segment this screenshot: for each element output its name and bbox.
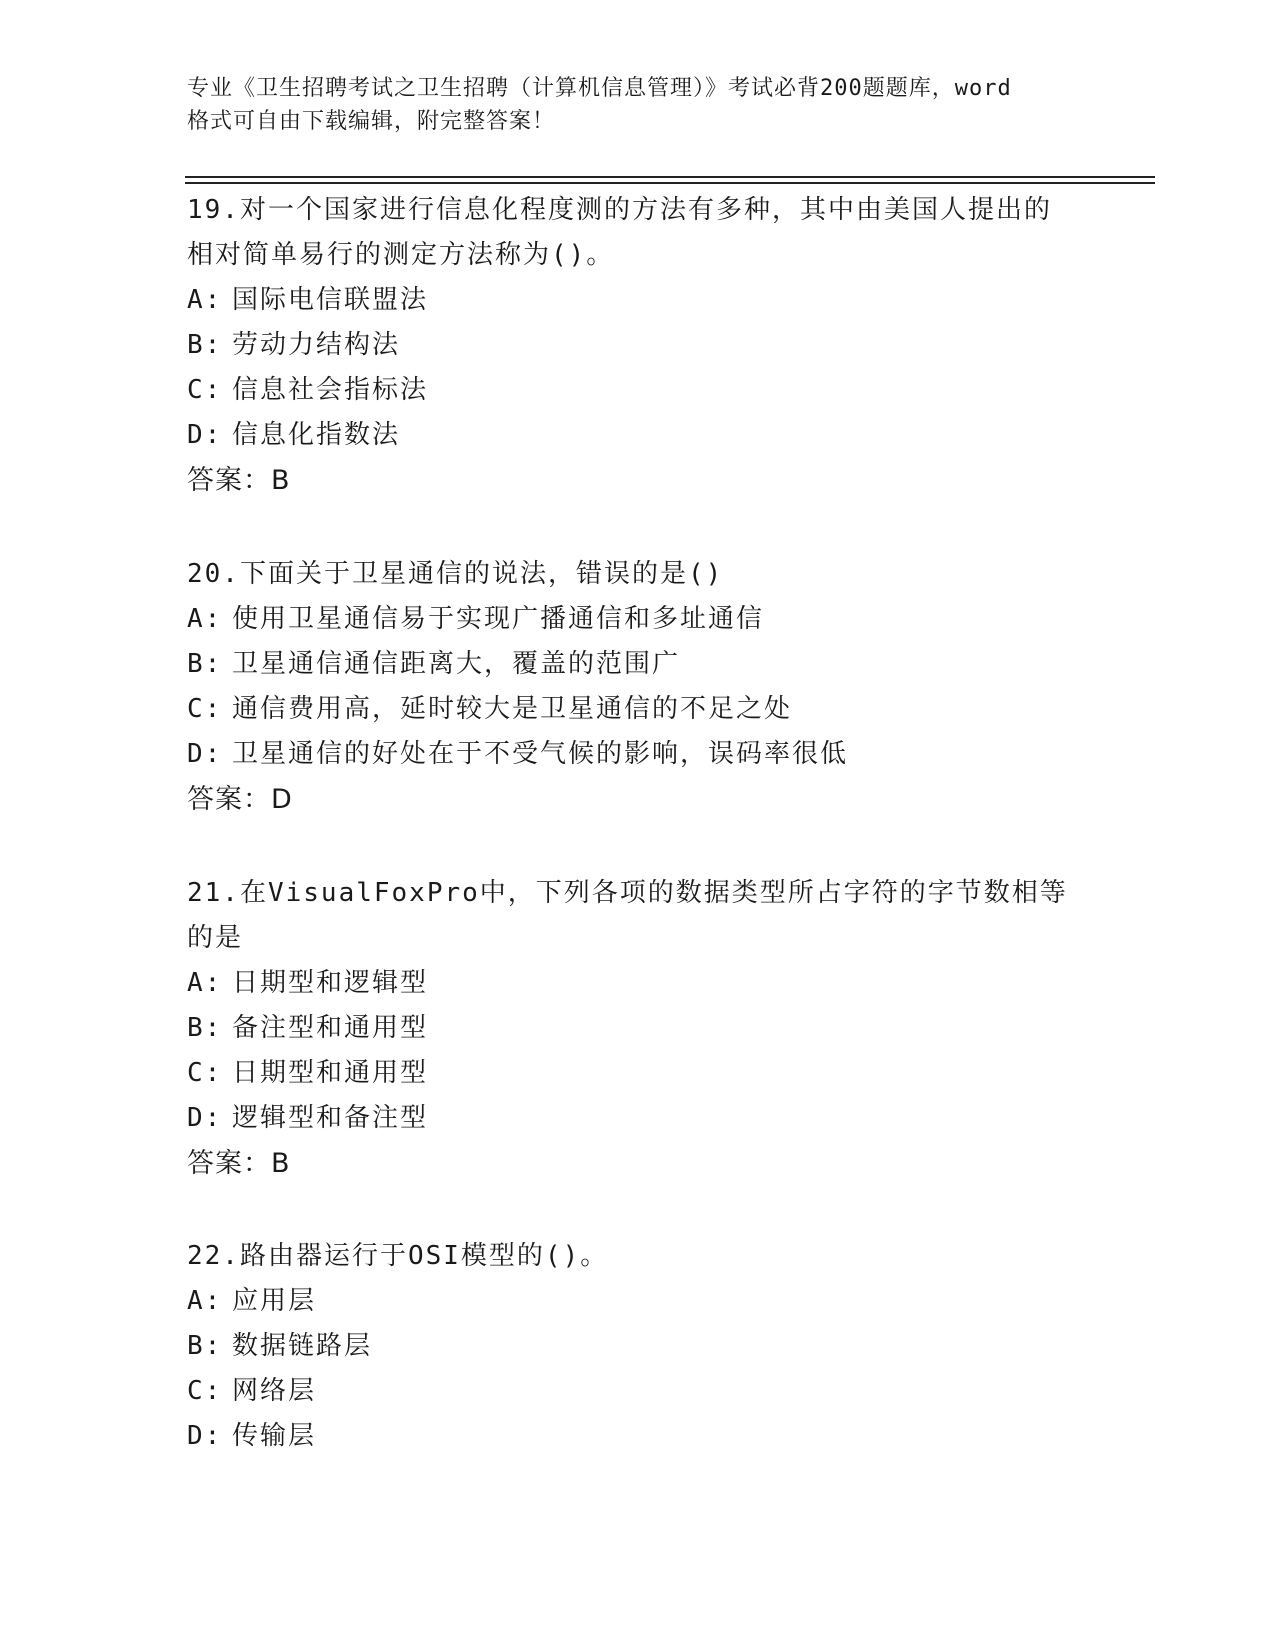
option-letter: B: xyxy=(187,330,223,360)
option-text: 传输层 xyxy=(232,1421,317,1451)
option-d xyxy=(187,732,1087,777)
question-21 xyxy=(187,871,1087,1186)
option-text: 国际电信联盟法 xyxy=(232,285,429,315)
option-letter: C: xyxy=(187,694,223,724)
option-text: 劳动力结构法 xyxy=(232,330,401,360)
document-header xyxy=(187,72,1087,138)
option-letter: A: xyxy=(187,1286,223,1316)
option-text: 卫星通信通信距离大，覆盖的范围广 xyxy=(232,649,681,679)
option-a xyxy=(187,1279,1087,1324)
question-text-continued: 的是 xyxy=(187,923,244,953)
option-text: 网络层 xyxy=(232,1376,317,1406)
option-d xyxy=(187,1414,1087,1459)
option-d xyxy=(187,1096,1087,1141)
option-letter: A: xyxy=(187,285,223,315)
header-divider-top xyxy=(185,176,1155,178)
header-line-2: 格式可自由下载编辑，附完整答案！ xyxy=(187,109,556,134)
option-text: 数据链路层 xyxy=(232,1331,373,1361)
header-divider-bottom xyxy=(185,182,1155,184)
option-letter: B: xyxy=(187,1331,223,1361)
option-letter: C: xyxy=(187,375,223,405)
option-a xyxy=(187,597,1087,642)
option-b xyxy=(187,1324,1087,1369)
option-text: 通信费用高，延时较大是卫星通信的不足之处 xyxy=(232,694,793,724)
option-letter: C: xyxy=(187,1058,223,1088)
option-letter: D: xyxy=(187,420,223,450)
option-letter: B: xyxy=(187,649,223,679)
question-text: 20.下面关于卫星通信的说法，错误的是() xyxy=(187,559,724,589)
option-text: 逻辑型和备注型 xyxy=(232,1103,429,1133)
option-letter: D: xyxy=(187,1103,223,1133)
option-b xyxy=(187,642,1087,687)
option-a xyxy=(187,961,1087,1006)
answer-label: 答案：B xyxy=(187,1148,291,1179)
option-b xyxy=(187,1006,1087,1051)
option-c xyxy=(187,368,1087,413)
question-text: 22.路由器运行于OSI模型的()。 xyxy=(187,1241,609,1271)
answer-label: 答案：B xyxy=(187,465,291,496)
option-c xyxy=(187,687,1087,732)
option-text: 应用层 xyxy=(232,1286,317,1316)
option-letter: D: xyxy=(187,1421,223,1451)
question-text-continued: 相对简单易行的测定方法称为()。 xyxy=(187,240,615,270)
option-text: 信息化指数法 xyxy=(232,420,401,450)
header-line-1: 专业《卫生招聘考试之卫生招聘（计算机信息管理）》考试必背200题题库，word xyxy=(187,76,1012,101)
question-text: 21.在VisualFoxPro中，下列各项的数据类型所占字符的字节数相等 xyxy=(187,878,1068,908)
option-d xyxy=(187,413,1087,458)
question-22 xyxy=(187,1234,1087,1459)
option-text: 日期型和通用型 xyxy=(232,1058,429,1088)
option-b xyxy=(187,323,1087,368)
option-text: 信息社会指标法 xyxy=(232,375,429,405)
option-text: 备注型和通用型 xyxy=(232,1013,429,1043)
option-text: 日期型和逻辑型 xyxy=(232,968,429,998)
option-text: 卫星通信的好处在于不受气候的影响，误码率很低 xyxy=(232,739,849,769)
option-a xyxy=(187,278,1087,323)
option-letter: A: xyxy=(187,604,223,634)
question-19 xyxy=(187,188,1087,503)
option-c xyxy=(187,1051,1087,1096)
option-text: 使用卫星通信易于实现广播通信和多址通信 xyxy=(232,604,765,634)
question-text: 19.对一个国家进行信息化程度测的方法有多种，其中由美国人提出的 xyxy=(187,195,1052,225)
option-letter: B: xyxy=(187,1013,223,1043)
question-20 xyxy=(187,552,1087,822)
option-c xyxy=(187,1369,1087,1414)
option-letter: D: xyxy=(187,739,223,769)
option-letter: A: xyxy=(187,968,223,998)
option-letter: C: xyxy=(187,1376,223,1406)
answer-label: 答案：D xyxy=(187,784,293,815)
